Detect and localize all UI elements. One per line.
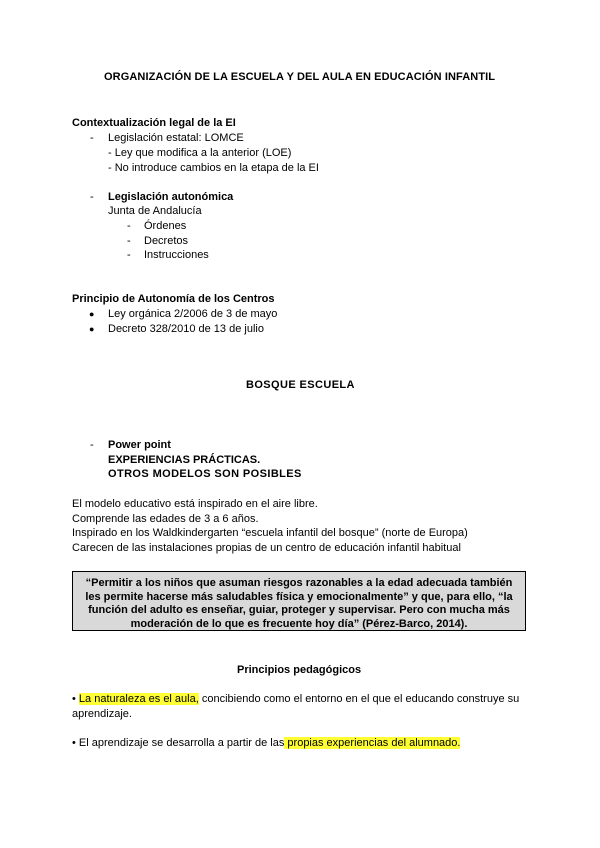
dash-marker: - — [90, 191, 94, 203]
dash-marker: - — [127, 235, 131, 247]
dash-marker: - — [90, 132, 94, 144]
bosque-heading: BOSQUE ESCUELA — [246, 379, 355, 391]
power-point-title: Power point — [108, 439, 171, 451]
principio-1-text: concibiendo como el entorno en el que el educando construye su — [198, 693, 520, 705]
decreto: Decreto 328/2010 de 13 de julio — [108, 323, 264, 335]
quote-box — [72, 571, 526, 631]
principio-2 — [72, 736, 460, 750]
legislacion-estatal: Legislación estatal: LOMCE — [108, 132, 244, 144]
principio-2-text: • El aprendizaje se desarrolla a partir de las — [72, 737, 285, 749]
dash-marker: - — [90, 439, 94, 451]
otros-modelos: OTROS MODELOS SON POSIBLES — [108, 468, 302, 480]
highlighted-text: La naturaleza es el aula, — [78, 693, 199, 705]
highlighted-text: propias experiencias del alumnado. — [284, 737, 461, 749]
estatal-sub-1: - Ley que modifica a la anterior (LOE) — [108, 147, 292, 159]
paragraph-line: El modelo educativo está inspirado en el aire libre. — [72, 498, 318, 510]
list-item-instrucciones: Instrucciones — [144, 249, 209, 261]
dash-marker: - — [127, 220, 131, 232]
experiencias-practicas: EXPERIENCIAS PRÁCTICAS. — [108, 454, 261, 466]
document-title: ORGANIZACIÓN DE LA ESCUELA Y DEL AULA EN EDUCACIÓN INFANTIL — [104, 71, 496, 83]
junta-andalucia: Junta de Andalucía — [108, 205, 202, 217]
list-item-decretos: Decretos — [144, 235, 189, 247]
legal-heading: Contextualización legal de la EI — [72, 117, 236, 129]
paragraph-line: Comprende las edades de 3 a 6 años. — [72, 513, 259, 525]
ley-organica: Ley orgánica 2/2006 de 3 de mayo — [108, 308, 278, 320]
autonomia-heading: Principio de Autonomía de los Centros — [72, 293, 275, 305]
principios-heading: Principios pedagógicos — [237, 664, 362, 676]
bullet-marker: • — [72, 693, 79, 705]
paragraph-line: Inspirado en los Waldkindergarten “escuela infantil del bosque” (norte de Europa) — [72, 527, 468, 539]
list-item-ordenes: Órdenes — [144, 220, 187, 232]
principio-1 — [72, 692, 519, 706]
bullet-icon: ● — [89, 324, 95, 334]
estatal-sub-2: - No introduce cambios en la etapa de la EI — [108, 162, 319, 174]
bullet-icon: ● — [89, 309, 95, 319]
principio-1-continuation: aprendizaje. — [72, 708, 132, 720]
paragraph-line: Carecen de las instalaciones propias de un centro de educación infantil habitual — [72, 542, 461, 554]
legislacion-autonomica: Legislación autonómica — [108, 191, 234, 203]
quote-text: “Permitir a los niños que asuman riesgos razonables a la edad adecuada también les permite hacerse más saludables física y emocionalmente” y que, para ello, “la función del adulto es enseñar, guiar, proteger y supervisar. Pero con mucha más moderación de lo que es frecuente hoy día” (Pérez-Barco, 2014). — [85, 577, 513, 630]
dash-marker: - — [127, 249, 131, 261]
